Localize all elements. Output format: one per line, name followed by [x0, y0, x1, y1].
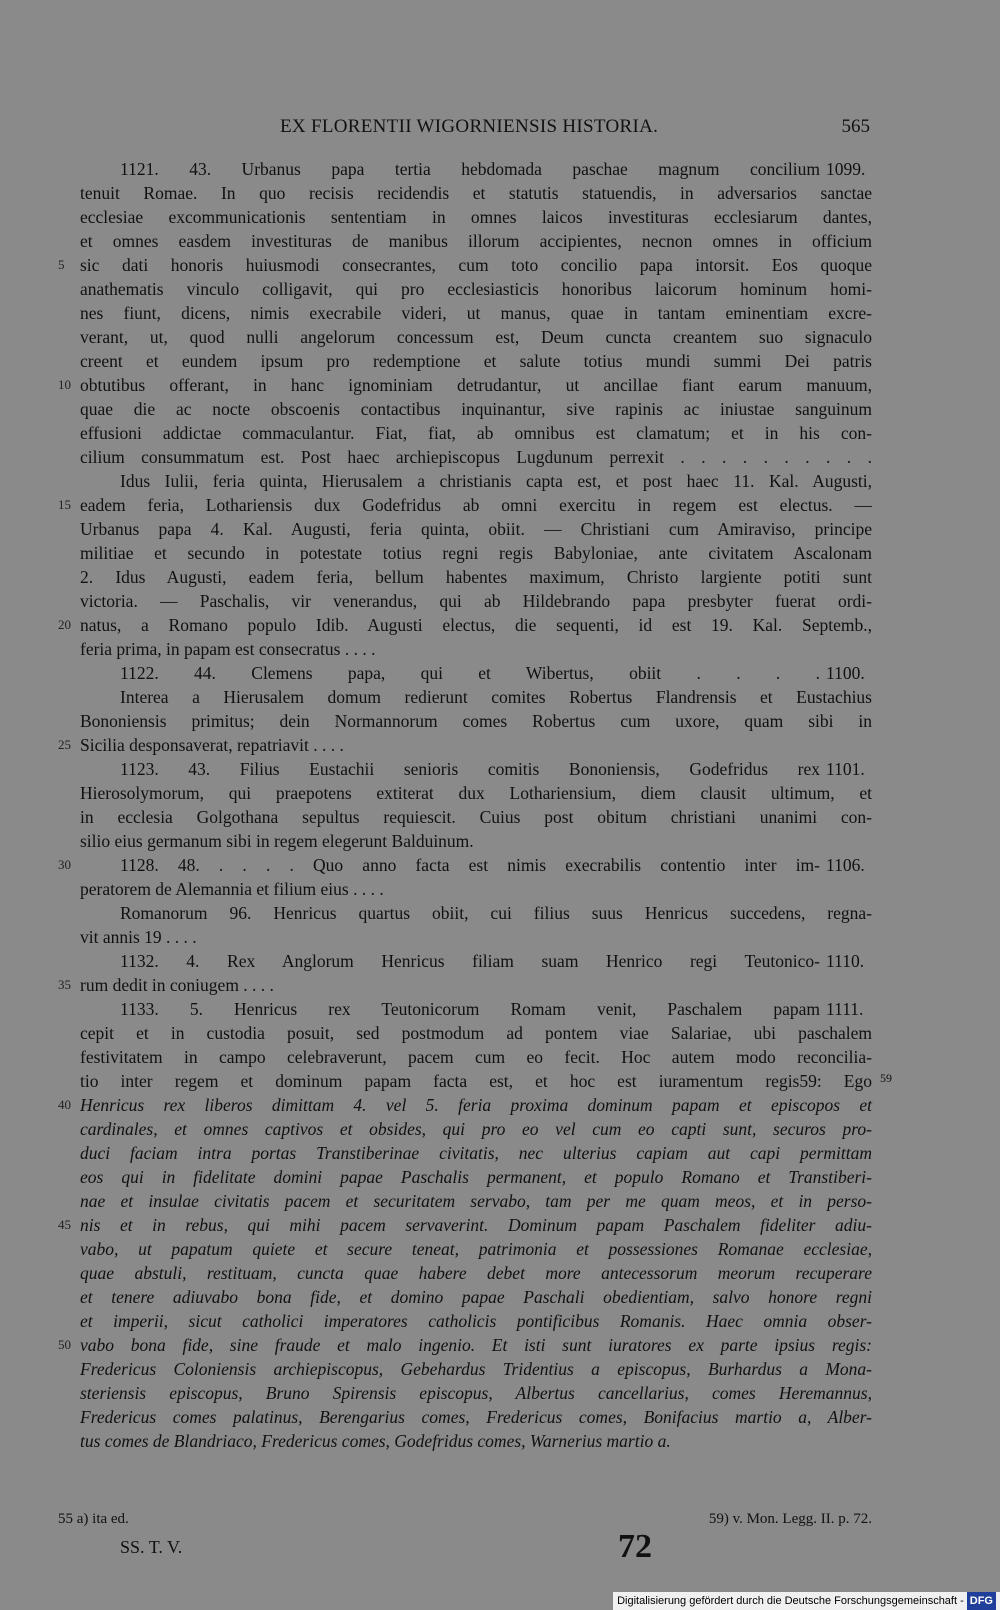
text-line	[0, 421, 1000, 445]
line-text: rum dedit in coniugem . . . .	[80, 975, 274, 995]
text-line	[0, 733, 1000, 757]
line-number: 20	[58, 617, 71, 632]
text-line	[0, 1285, 1000, 1309]
text-line	[0, 1405, 1000, 1429]
line-text: sic dati honoris huiusmodi consecrantes, cum toto concilio papa intorsit. Eos quoque	[80, 255, 872, 275]
line-text: et tenere adiuvabo bona fide, et domino papae Paschali obedientiam, salvo honore regni	[80, 1287, 872, 1307]
margin-footnote-ref: 59	[880, 1071, 892, 1085]
sheet-number: 72	[618, 1528, 652, 1565]
line-text: anathematis vinculo colligavit, qui pro ecclesiasticis honoribus laicorum hominum homi-	[80, 279, 872, 299]
text-line	[0, 1045, 1000, 1069]
text-line	[0, 661, 1000, 685]
line-text: Sicilia desponsaverat, repatriavit . . . .	[80, 735, 344, 755]
text-line	[0, 757, 1000, 781]
line-number: 5	[58, 257, 65, 272]
line-text: duci faciam intra portas Transtiberinae civitatis, nec ulterius capiam aut capi permittam	[80, 1143, 872, 1163]
line-text: vabo, ut papatum quiete et secure teneat, patrimonia et possessiones Romanae ecclesiae,	[80, 1239, 872, 1259]
credit-text: Digitalisierung gefördert durch die Deutsche Forschungsgemeinschaft -	[617, 1595, 964, 1607]
line-text: creent et eundem ipsum pro redemptione et salute totius mundi summi Dei patris	[80, 351, 872, 371]
line-text: cilium consummatum est. Post haec archiepiscopus Lugdunum perrexit . . . . . . . . . .	[80, 447, 872, 467]
text-line	[0, 805, 1000, 829]
line-number: 45	[58, 1217, 71, 1232]
footnotes	[58, 1511, 872, 1533]
text-line	[0, 853, 1000, 877]
text-line	[0, 181, 1000, 205]
line-text: ecclesiae excommunicationis sententiam in omnes laicos investituras ecclesiarum dantes,	[80, 207, 872, 227]
line-text: Urbanus papa 4. Kal. Augusti, feria quinta, obiit. — Christiani cum Amiraviso, principe	[80, 519, 872, 539]
line-text: tio inter regem et dominum papam facta est, et hoc est iuramentum regis59: Ego	[80, 1071, 872, 1091]
text-line	[0, 301, 1000, 325]
text-line	[0, 469, 1000, 493]
line-text: 1128. 48. . . . . Quo anno facta est nimis execrabilis contentio inter im-	[120, 855, 820, 875]
page-number: 565	[841, 116, 870, 137]
line-text: feria prima, in papam est consecratus . . . .	[80, 639, 376, 659]
text-line	[0, 589, 1000, 613]
text-line	[0, 205, 1000, 229]
line-text: 1133. 5. Henricus rex Teutonicorum Romam venit, Paschalem papam	[120, 999, 820, 1019]
dfg-logo: DFG	[967, 1592, 996, 1610]
text-line	[0, 1117, 1000, 1141]
volume-signature: SS. T. V.	[120, 1537, 183, 1557]
text-line	[0, 1333, 1000, 1357]
margin-year: 1106.	[826, 855, 865, 875]
line-text: quae die ac nocte obscoenis contactibus inquinantur, sive rapinis ac iniustae sanguinum	[80, 399, 872, 419]
line-text: obtutibus offerant, in hanc ignominiam detrudantur, ut ancillae fiant earum manuum,	[80, 375, 872, 395]
line-text: 1132. 4. Rex Anglorum Henricus filiam suam Henrico regi Teutonico-	[120, 951, 820, 971]
text-line	[0, 709, 1000, 733]
text-line	[0, 565, 1000, 589]
text-line	[0, 1213, 1000, 1237]
line-number: 40	[58, 1097, 71, 1112]
text-line	[0, 949, 1000, 973]
digitization-credit	[613, 1592, 1000, 1610]
line-text: eos qui in fidelitate domini papae Paschalis permanent, et populo Romano et Transtiberi-	[80, 1167, 872, 1187]
line-number: 15	[58, 497, 71, 512]
text-line	[0, 349, 1000, 373]
text-line	[0, 1309, 1000, 1333]
line-text: cardinales, et omnes captivos et obsides, qui pro eo vel cum eo capti sunt, securos pro-	[80, 1119, 872, 1139]
line-text: 1121. 43. Urbanus papa tertia hebdomada paschae magnum concilium	[120, 159, 820, 179]
line-text: militiae et secundo in potestate totius regni regis Babyloniae, ante civitatem Ascalonam	[80, 543, 872, 563]
line-number: 30	[58, 857, 71, 872]
text-line	[0, 1357, 1000, 1381]
line-text: in ecclesia Golgothana sepultus requiescit. Cuius post obitum christiani unanimi con-	[80, 807, 872, 827]
line-text: silio eius germanum sibi in regem elegerunt Balduinum.	[80, 831, 474, 851]
text-line	[0, 613, 1000, 637]
line-text: vit annis 19 . . . .	[80, 927, 197, 947]
text-line	[0, 1021, 1000, 1045]
footnote-left: 55 a) ita ed.	[58, 1511, 129, 1527]
footnote-right: 59) v. Mon. Legg. II. p. 72.	[708, 1511, 872, 1527]
text-line	[0, 973, 1000, 997]
text-line	[0, 517, 1000, 541]
text-line	[0, 229, 1000, 253]
text-line	[0, 997, 1000, 1021]
line-number: 25	[58, 737, 71, 752]
line-text: festivitatem in campo celebraverunt, pacem cum eo fecit. Hoc autem modo reconcilia-	[80, 1047, 872, 1067]
line-text: Fredericus comes palatinus, Berengarius comes, Fredericus comes, Bonifacius martio a, Alber-	[80, 1407, 872, 1427]
line-text: Hierosolymorum, qui praepotens extiterat dux Lothariensium, diem clausit ultimum, et	[80, 783, 872, 803]
line-text: quae abstuli, restituam, cuncta quae habere debet more antecessorum meorum recuperare	[80, 1263, 872, 1283]
text-line	[0, 1069, 1000, 1093]
line-text: nis et in rebus, qui mihi pacem servaverint. Dominum papam Paschalem fideliter adiu-	[80, 1215, 872, 1235]
line-number: 35	[58, 977, 71, 992]
text-line	[0, 493, 1000, 517]
text-line	[0, 877, 1000, 901]
line-text: Bononiensis primitus; dein Normannorum comes Robertus cum uxore, quam sibi in	[80, 711, 872, 731]
text-line	[0, 637, 1000, 661]
text-line	[0, 253, 1000, 277]
text-line	[0, 1093, 1000, 1117]
text-line	[0, 157, 1000, 181]
text-line	[0, 1429, 1000, 1453]
text-line	[0, 901, 1000, 925]
margin-year: 1101.	[826, 759, 865, 779]
line-text: Interea a Hierusalem domum redierunt comites Robertus Flandrensis et Eustachius	[120, 687, 872, 707]
line-text: verant, ut, quod nulli angelorum concessum est, Deum cuncta creantem suo signaculo	[80, 327, 872, 347]
line-text: tus comes de Blandriaco, Fredericus comes, Godefridus comes, Warnerius martio a.	[80, 1431, 671, 1451]
text-body	[0, 157, 1000, 1453]
text-line	[0, 829, 1000, 853]
line-text: Henricus rex liberos dimittam 4. vel 5. feria proxima dominum papam et episcopos et	[80, 1095, 872, 1115]
margin-year: 1110.	[826, 951, 865, 971]
text-line	[0, 1165, 1000, 1189]
line-text: victoria. — Paschalis, vir venerandus, qui ab Hildebrando papa presbyter fuerat ordi-	[80, 591, 872, 611]
text-line	[0, 1381, 1000, 1405]
line-text: nae et insulae civitatis pacem et securitatem servabo, tam per me quam meos, et in perso-	[80, 1191, 872, 1211]
line-number: 10	[58, 377, 71, 392]
text-line	[0, 277, 1000, 301]
line-text: Fredericus Coloniensis archiepiscopus, Gebehardus Tridentius a episcopus, Burhardus a Mona-	[80, 1359, 872, 1379]
line-text: Idus Iulii, feria quinta, Hierusalem a christianis capta est, et post haec 11. Kal. Augusti,	[120, 471, 872, 491]
margin-year: 1099.	[826, 159, 866, 179]
text-line	[0, 685, 1000, 709]
text-line	[0, 541, 1000, 565]
line-text: cepit et in custodia posuit, sed postmodum ad pontem viae Salariae, ubi paschalem	[80, 1023, 872, 1043]
line-text: peratorem de Alemannia et filium eius . . . .	[80, 879, 384, 899]
line-text: effusioni addictae commaculantur. Fiat, fiat, ab omnibus est clamatum; et in his con-	[80, 423, 872, 443]
margin-year: 1100.	[826, 663, 865, 683]
line-text: 1123. 43. Filius Eustachii senioris comitis Bononiensis, Godefridus rex	[120, 759, 820, 779]
margin-year: 1111.	[826, 999, 864, 1019]
line-text: et omnes easdem investituras de manibus illorum accipientes, necnon omnes in officium	[80, 231, 872, 251]
line-text: nes fiunt, dicens, nimis execrabile videri, ut manus, quae in tantam eminentiam excre-	[80, 303, 872, 323]
line-number: 50	[58, 1337, 71, 1352]
line-text: Romanorum 96. Henricus quartus obiit, cui filius suus Henricus succedens, regna-	[120, 903, 872, 923]
text-line	[0, 1141, 1000, 1165]
line-text: 1122. 44. Clemens papa, qui et Wibertus, obiit . . . .	[120, 663, 820, 683]
text-line	[0, 1237, 1000, 1261]
text-line	[0, 781, 1000, 805]
text-line	[0, 325, 1000, 349]
text-line	[0, 373, 1000, 397]
text-line	[0, 445, 1000, 469]
line-text: steriensis episcopus, Bruno Spirensis episcopus, Albertus cancellarius, comes Heremannus,	[80, 1383, 872, 1403]
text-line	[0, 1261, 1000, 1285]
running-title: EX FLORENTII WIGORNIENSIS HISTORIA.	[280, 116, 659, 137]
text-line	[0, 925, 1000, 949]
line-text: et imperii, sicut catholici imperatores catholicis pontificibus Romanis. Haec omnia obser-	[80, 1311, 872, 1331]
text-line	[0, 397, 1000, 421]
line-text: 2. Idus Augusti, eadem feria, bellum habentes maximum, Christo largiente potiti sunt	[80, 567, 872, 587]
line-text: vabo bona fide, sine fraude et malo ingenio. Et isti sunt iuratores ex parte ipsius regis:	[80, 1335, 872, 1355]
running-header	[280, 116, 870, 146]
line-text: natus, a Romano populo Idib. Augusti electus, die sequenti, id est 19. Kal. Septemb.,	[80, 615, 872, 635]
line-text: eadem feria, Lothariensis dux Godefridus ab omni exercitu in regem est electus. —	[80, 495, 872, 515]
text-line	[0, 1189, 1000, 1213]
line-text: tenuit Romae. In quo recisis recidendis et statutis statuendis, in adversarios sanctae	[80, 183, 872, 203]
